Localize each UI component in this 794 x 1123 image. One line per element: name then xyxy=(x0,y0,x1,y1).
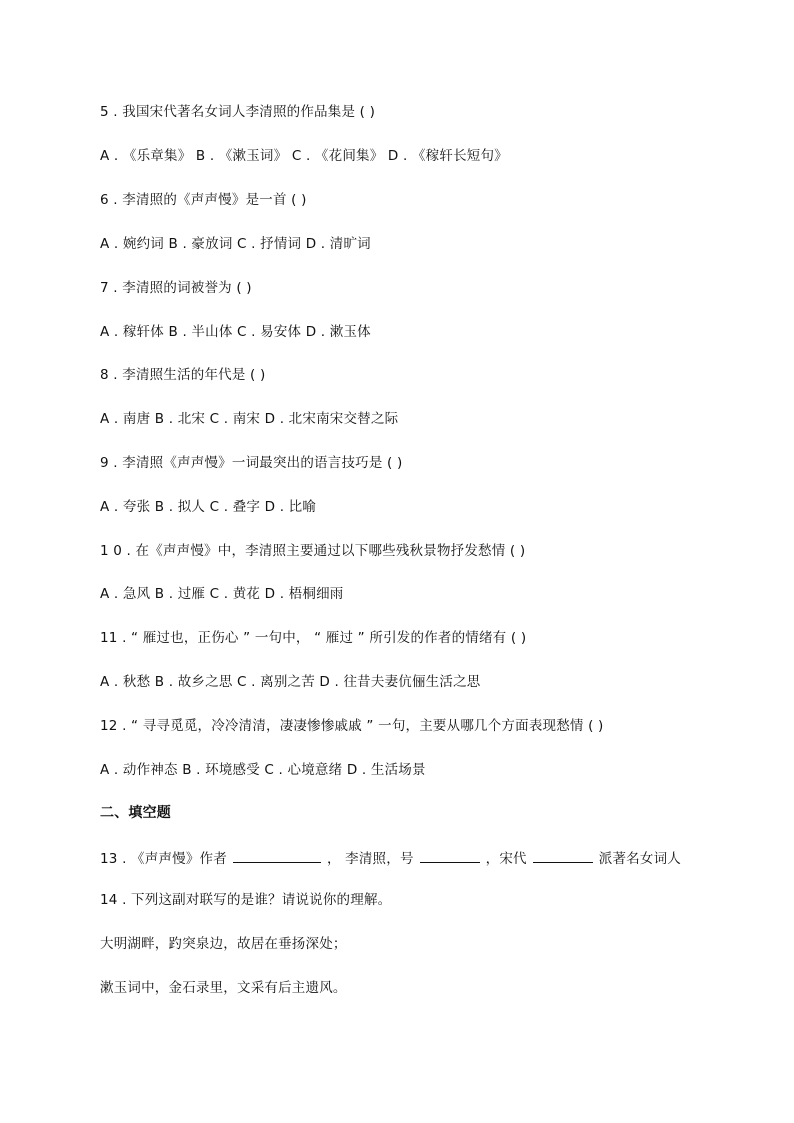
question-6: 6 . 李清照的《声声慢》是一首 ( ) xyxy=(100,192,307,208)
options-7: A . 稼轩体 B . 半山体 C . 易安体 D . 漱玉体 xyxy=(100,324,371,340)
question-5: 5 . 我国宋代著名女词人李清照的作品集是 ( ) xyxy=(100,104,376,120)
q13-text-1: 13 . 《声声慢》作者 xyxy=(100,851,227,867)
q13-blank-author[interactable] xyxy=(233,848,321,863)
options-9: A . 夸张 B . 拟人 C . 叠字 D . 比喻 xyxy=(100,499,317,515)
question-14: 14 . 下列这副对联写的是谁？请说说你的理解。 xyxy=(100,892,392,908)
options-11: A . 秋愁 B . 故乡之思 C . 离别之苦 D . 往昔夫妻伉俪生活之思 xyxy=(100,674,481,690)
q13-text-4: 派著名女词人 xyxy=(598,851,681,867)
question-12: 12 . “ 寻寻觅觅，冷冷清清，凄凄惨惨戚戚 ” 一句，主要从哪几个方面表现愁情 ( ) xyxy=(100,718,604,734)
question-10: 1 0 . 在《声声慢》中，李清照主要通过以下哪些残秋景物抒发愁情 ( ) xyxy=(100,543,526,559)
question-7: 7 . 李清照的词被誉为 ( ) xyxy=(100,280,252,296)
options-10: A . 急风 B . 过雁 C . 黄花 D . 梧桐细雨 xyxy=(100,586,344,602)
options-6: A . 婉约词 B . 豪放词 C . 抒情词 D . 清旷词 xyxy=(100,236,371,252)
q13-blank-hao[interactable] xyxy=(420,848,480,863)
question-9: 9 . 李清照《声声慢》一词最突出的语言技巧是 ( ) xyxy=(100,455,403,471)
couplet-line-2: 漱玉词中，金石录里，文采有后主遗风。 xyxy=(100,980,347,996)
question-13 xyxy=(100,848,681,868)
options-8: A . 南唐 B . 北宋 C . 南宋 D . 北宋南宋交替之际 xyxy=(100,411,399,427)
q13-blank-school[interactable] xyxy=(533,848,593,863)
options-12: A . 动作神态 B . 环境感受 C . 心境意绪 D . 生活场景 xyxy=(100,762,426,778)
couplet-line-1: 大明湖畔，趵突泉边，故居在垂扬深处； xyxy=(100,936,347,952)
q13-text-2: ， 李清照，号 xyxy=(326,851,414,867)
section-heading-fill-in: 二、填空题 xyxy=(100,805,171,821)
q13-text-3: ，宋代 xyxy=(485,851,527,867)
question-8: 8 . 李清照生活的年代是 ( ) xyxy=(100,367,266,383)
question-11: 11 . “ 雁过也，正伤心 ” 一句中， “ 雁过 ” 所引发的作者的情绪有 ( ) xyxy=(100,630,527,646)
options-5: A . 《乐章集》 B . 《漱玉词》 C . 《花间集》 D . 《稼轩长短句》 xyxy=(100,148,508,164)
